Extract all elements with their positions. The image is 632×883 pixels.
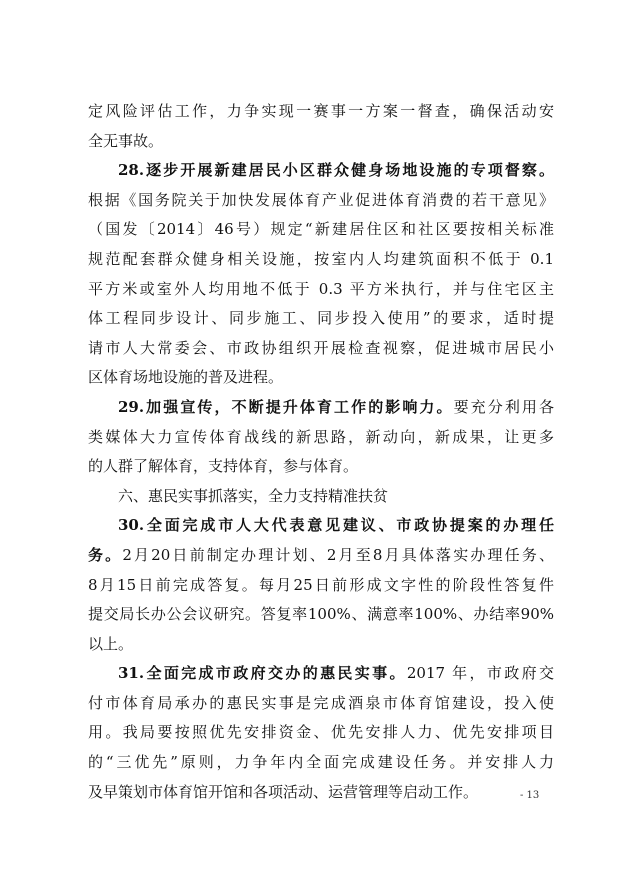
text-line: 8月15日前完成答复。每月25日前形成文字性的阶段性答复件 (88, 575, 554, 594)
text-line: 付市体育局承办的惠民实事是完成酒泉市体育馆建设，投入使 (88, 693, 554, 712)
page-number: - 13 (520, 790, 540, 801)
text-line: 用。我局要按照优先安排资金、优先安排人力、优先安排项目 (88, 723, 554, 742)
text-line: 类媒体大力宣传体育战线的新思路，新动向，新成果，让更多 (88, 427, 554, 446)
text-line: 全无事故。 (88, 131, 164, 150)
text-line: 根据《国务院关于加快发展体育产业促进体育消费的若干意见》 (88, 190, 554, 209)
text-line: 的人群了解体育，支持体育，参与体育。 (88, 457, 359, 476)
item-29-heading: 29.加强宣传，不断提升体育工作的影响力。要充分利用各 (118, 397, 554, 416)
text-line: 及早策划市体育馆开馆和各项活动、运营管理等启动工作。 (88, 782, 479, 801)
text-line: 平方米或室外人均用地不低于 0.3 平方米执行，并与住宅区主 (88, 279, 554, 298)
section-heading: 六、惠民实事抓落实，全力支持精准扶贫 (118, 486, 389, 505)
text-line: 以上。 (88, 634, 134, 653)
item-30-heading: 30.全面完成市人大代表意见建议、市政协提案的办理任 (118, 516, 554, 535)
text-line: 体工程同步设计、同步施工、同步投入使用”的要求，适时提 (88, 309, 554, 328)
item-28-heading: 28.逐步开展新建居民小区群众健身场地设施的专项督察。 (118, 161, 554, 180)
text-line: 请市人大常委会、市政协组织开展检查视察，促进城市居民小 (88, 338, 554, 357)
text-line: 的“三优先”原则，力争年内全面完成建设任务。并安排人力 (88, 753, 554, 772)
text-line: 务。2月20日前制定办理计划、2月至8月具体落实办理任务、 (88, 545, 554, 564)
text-line: （国发〔2014〕46号）规定“新建居住区和社区要按相关标准 (88, 220, 554, 239)
body-text (88, 97, 554, 807)
text-line: 规范配套群众健身相关设施，按室内人均建筑面积不低于 0.1 (88, 249, 554, 268)
item-31-heading: 31.全面完成市政府交办的惠民实事。2017 年，市政府交 (118, 664, 554, 683)
text-line: 提交局长办公会议研究。答复率100%、满意率100%、办结率90% (88, 605, 554, 624)
text-line: 区体育场地设施的普及进程。 (88, 368, 284, 387)
text-line: 定风险评估工作，力争实现一赛事一方案一督查，确保活动安 (88, 102, 554, 120)
